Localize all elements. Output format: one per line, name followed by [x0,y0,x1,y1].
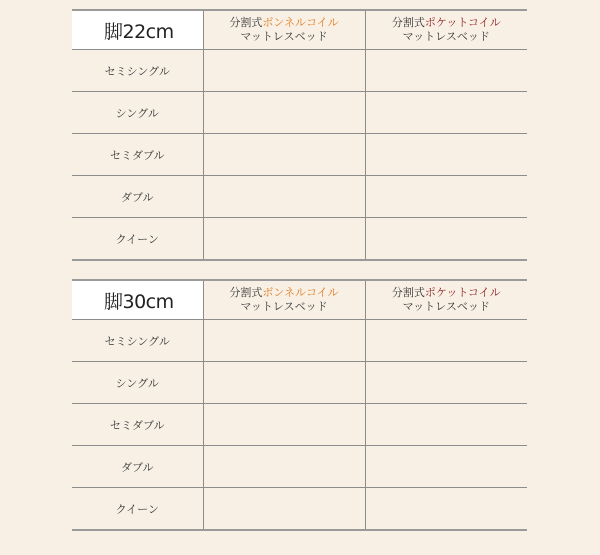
size-label: クイーン [72,488,203,531]
column-highlight-pocket: ポケットコイル [424,16,501,29]
size-label: ダブル [72,446,203,488]
column-header-bonnell [203,280,365,320]
leg-22cm-table [72,9,527,261]
column-header-pocket [365,10,527,50]
blank-cell [365,176,527,218]
size-label: ダブル [72,176,203,218]
blank-cell [203,320,365,362]
size-label: セミダブル [72,134,203,176]
table-row [72,134,527,176]
table-header-row [72,10,527,50]
leg-height-header [72,10,203,50]
blank-cell [365,92,527,134]
column-prefix: 分割式 [229,286,263,299]
column-subtitle: マットレスベッド [240,300,328,313]
blank-cell [203,92,365,134]
blank-cell [365,488,527,531]
column-header-bonnell [203,10,365,50]
blank-cell [203,50,365,92]
table-row [72,488,527,531]
table-row [72,320,527,362]
column-prefix: 分割式 [391,16,425,29]
blank-cell [365,362,527,404]
table-header-row [72,280,527,320]
table-row [72,50,527,92]
size-label: セミシングル [72,320,203,362]
blank-cell [365,320,527,362]
blank-cell [365,404,527,446]
table-row [72,218,527,261]
leg-30cm-table [72,279,527,531]
table-row [72,176,527,218]
size-label: セミシングル [72,50,203,92]
column-subtitle: マットレスベッド [240,30,328,43]
blank-cell [365,50,527,92]
column-prefix: 分割式 [391,286,425,299]
leg-height-header [72,280,203,320]
table-row [72,362,527,404]
blank-cell [203,176,365,218]
blank-cell [365,446,527,488]
column-highlight-pocket: ポケットコイル [424,286,501,299]
leg-height-label: 脚30cm [104,290,174,313]
blank-cell [203,218,365,261]
column-subtitle: マットレスベッド [402,300,490,313]
column-header-pocket [365,280,527,320]
blank-cell [365,218,527,261]
leg-height-label: 脚22cm [104,20,174,43]
column-prefix: 分割式 [229,16,263,29]
table-row [72,446,527,488]
blank-cell [203,362,365,404]
size-label: シングル [72,362,203,404]
size-label: シングル [72,92,203,134]
column-subtitle: マットレスベッド [402,30,490,43]
blank-cell [203,404,365,446]
blank-cell [365,134,527,176]
table-row [72,404,527,446]
size-label: クイーン [72,218,203,261]
blank-cell [203,134,365,176]
size-label: セミダブル [72,404,203,446]
column-highlight-bonnell: ボンネルコイル [262,16,339,29]
column-highlight-bonnell: ボンネルコイル [262,286,339,299]
blank-cell [203,446,365,488]
blank-cell [203,488,365,531]
table-row [72,92,527,134]
